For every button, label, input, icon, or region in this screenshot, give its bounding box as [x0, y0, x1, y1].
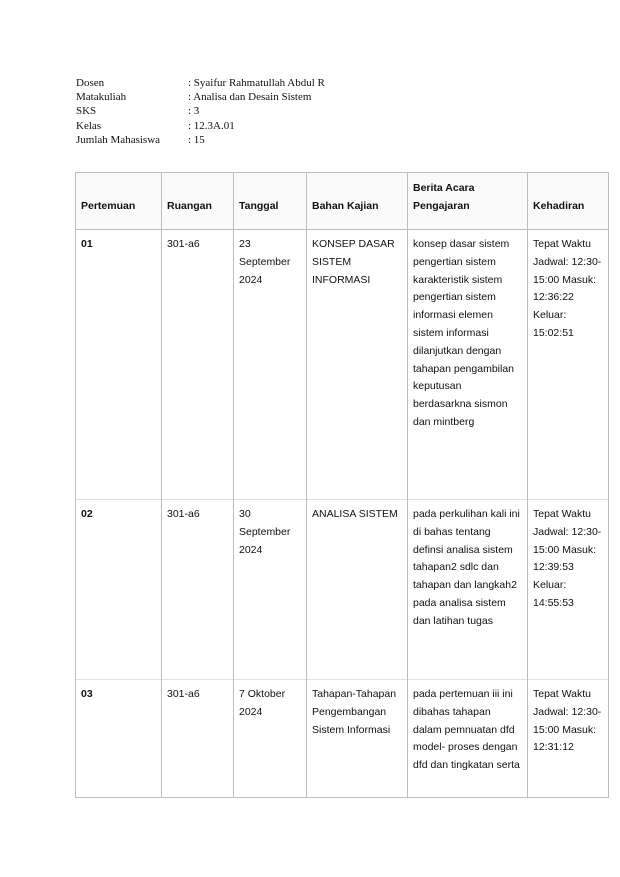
info-value: : 3 — [188, 105, 200, 118]
cell-berita-acara: pada perkulihan kali ini di bahas tentang definsi analisa sistem tahapan2 sdlc dan tahapan dan langkah2 pada analisa sistem dan latihan tugas — [408, 500, 528, 680]
table-header-row — [76, 173, 609, 230]
info-row-dosen — [76, 76, 325, 90]
table-row — [76, 230, 609, 500]
info-row-matakuliah — [76, 90, 325, 104]
cell-ruangan: 301-a6 — [162, 500, 234, 680]
header-berita-acara: Berita Acara Pengajaran — [408, 173, 528, 230]
cell-berita-acara: pada pertemuan iii ini dibahas tahapan dalam pemnuatan dfd model- proses dengan dfd dan tingkatan serta — [408, 680, 528, 798]
info-row-sks — [76, 104, 325, 118]
cell-pertemuan: 02 — [76, 500, 162, 680]
cell-bahan-kajian: KONSEP DASAR SISTEM INFORMASI — [307, 230, 408, 500]
info-label: Kelas — [76, 119, 102, 132]
header-bahan-kajian: Bahan Kajian — [307, 173, 408, 230]
table-row — [76, 680, 609, 798]
info-value: : Syaifur Rahmatullah Abdul R — [188, 77, 325, 89]
info-value: : 15 — [188, 133, 205, 146]
info-label: Matakuliah — [76, 91, 127, 104]
course-info — [76, 76, 325, 147]
cell-bahan-kajian: ANALISA SISTEM — [307, 500, 408, 680]
info-row-jumlah-mahasiswa — [76, 133, 325, 147]
info-label: Dosen — [76, 77, 105, 89]
cell-bahan-kajian: Tahapan-Tahapan Pengembangan Sistem Informasi — [307, 680, 408, 798]
cell-kehadiran: Tepat Waktu Jadwal: 12:30-15:00 Masuk: 12:36:22 Keluar: 15:02:51 — [528, 230, 609, 500]
info-label: SKS — [76, 105, 97, 118]
cell-pertemuan: 03 — [76, 680, 162, 798]
cell-berita-acara: konsep dasar sistem pengertian sistem karakteristik sistem pengertian sistem informasi elemen sistem informasi dilanjutkan dengan tahapan pengambilan keputusan berdasarkna sismon dan mintberg — [408, 230, 528, 500]
cell-tanggal: 30 September 2024 — [234, 500, 307, 680]
cell-ruangan: 301-a6 — [162, 680, 234, 798]
info-label: Jumlah Mahasiswa — [76, 133, 161, 146]
info-row-kelas — [76, 119, 325, 133]
table-row — [76, 500, 609, 680]
header-ruangan: Ruangan — [162, 173, 234, 230]
cell-tanggal: 23 September 2024 — [234, 230, 307, 500]
attendance-table — [75, 172, 609, 798]
info-value: : Analisa dan Desain Sistem — [188, 91, 312, 104]
cell-tanggal: 7 Oktober 2024 — [234, 680, 307, 798]
header-kehadiran: Kehadiran — [528, 173, 609, 230]
header-tanggal: Tanggal — [234, 173, 307, 230]
cell-pertemuan: 01 — [76, 230, 162, 500]
header-pertemuan: Pertemuan — [76, 173, 162, 230]
cell-ruangan: 301-a6 — [162, 230, 234, 500]
info-value: : 12.3A.01 — [188, 119, 235, 132]
cell-kehadiran: Tepat Waktu Jadwal: 12:30-15:00 Masuk: 12:31:12 — [528, 680, 609, 798]
cell-kehadiran: Tepat Waktu Jadwal: 12:30-15:00 Masuk: 12:39:53 Keluar: 14:55:53 — [528, 500, 609, 680]
